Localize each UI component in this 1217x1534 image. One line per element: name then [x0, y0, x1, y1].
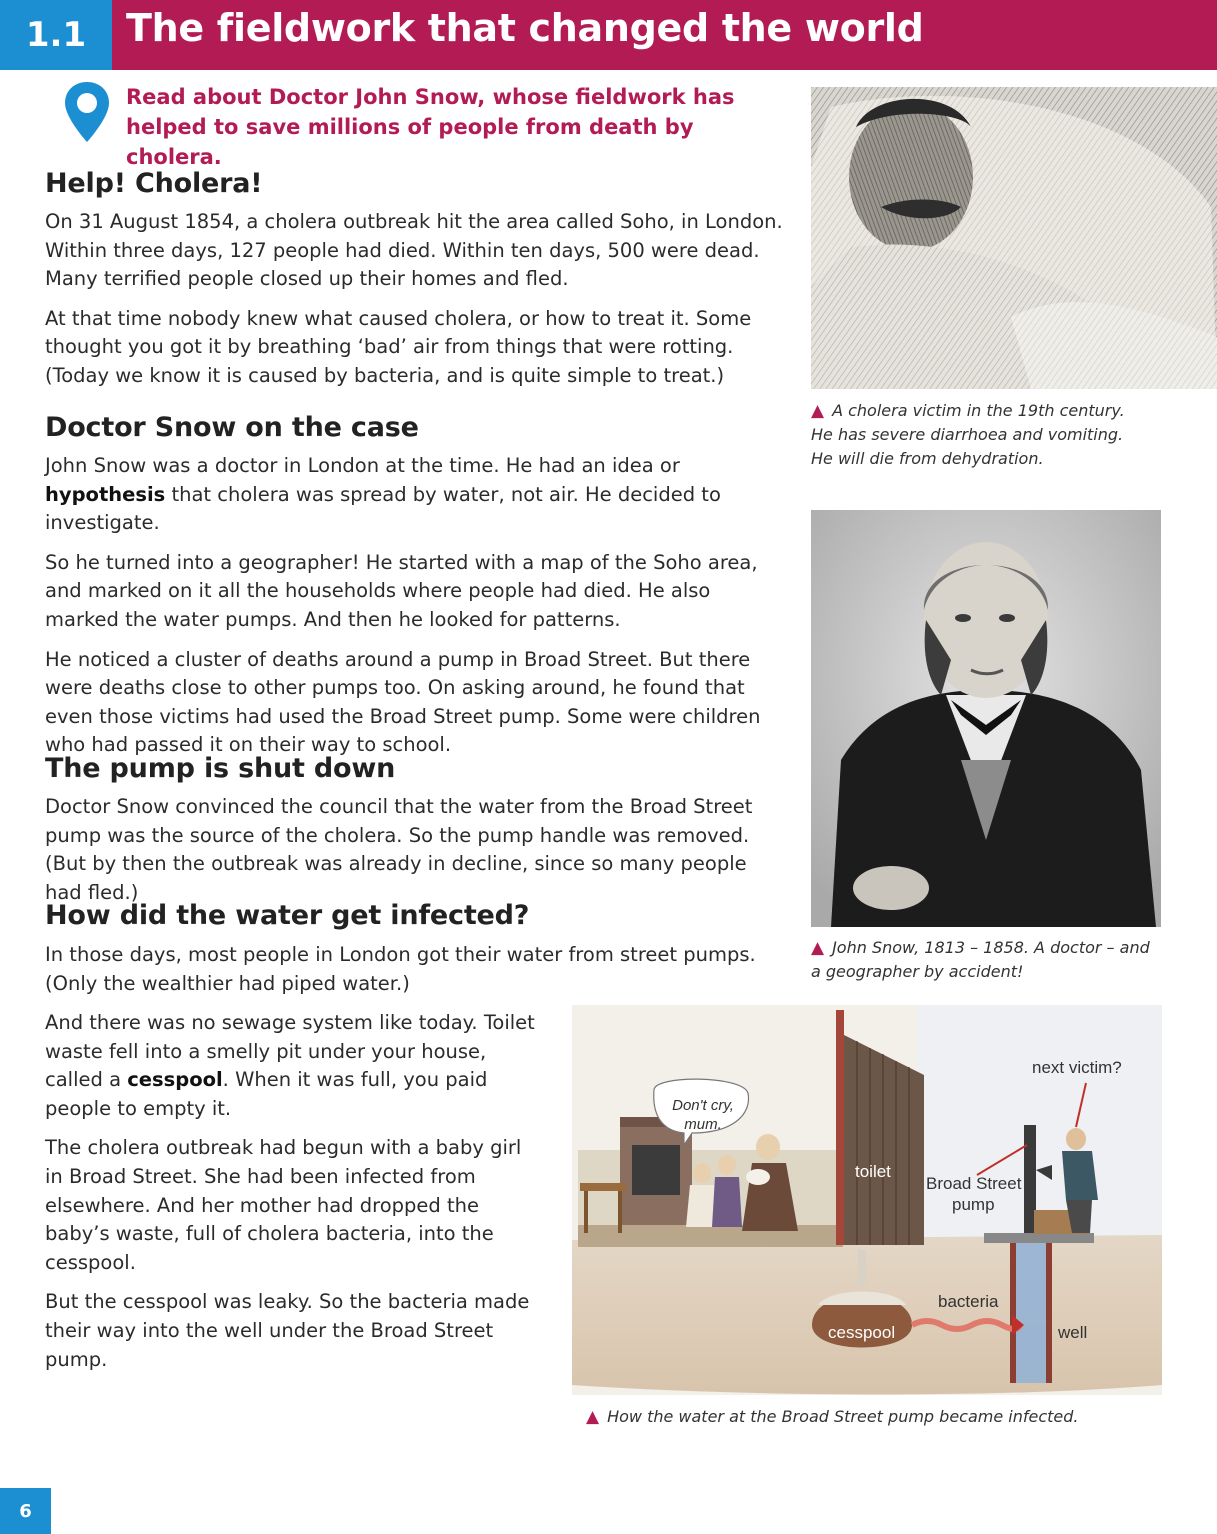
section-help-cholera: [45, 208, 783, 391]
label-pump-line2: pump: [952, 1195, 995, 1214]
label-cesspool: cesspool: [828, 1323, 896, 1342]
triangle-up-icon: ▲: [811, 938, 825, 958]
chapter-title: The fieldwork that changed the world: [126, 6, 924, 50]
label-pump-line1: Broad Street: [926, 1174, 1022, 1193]
intro-text: Read about Doctor John Snow, whose fieldwork has helped to save millions of people from death by cholera.: [126, 85, 735, 169]
paragraph: The cholera outbreak had begun with a baby girl in Broad Street. She had been infected from elsewhere. And her mother had dropped the baby’s waste, full of cholera bacteria, into the cesspool.: [45, 1136, 522, 1274]
heading-help-cholera: Help! Cholera!: [45, 168, 263, 199]
paragraph: John Snow was a doctor in London at the time. He had an idea or hypothesis that cholera was spread by water, not air. He decided to investigate.: [45, 454, 721, 535]
section-pump-shut: [45, 793, 783, 907]
label-well: well: [1058, 1323, 1088, 1342]
caption-john-snow: ▲ John Snow, 1813 – 1858. A doctor – and a geographer by accident!: [811, 938, 1150, 981]
paragraph: He noticed a cluster of deaths around a pump in Broad Street. But there were deaths close to other pumps too. On asking around, he found that even those victims had used the Broad Street pump. Some were children who had passed it on their way to school.: [45, 647, 761, 757]
infection-diagram: [572, 1005, 1162, 1395]
keyword-hypothesis: hypothesis: [45, 482, 166, 506]
chapter-header: [0, 0, 1217, 70]
paragraph: But the cesspool was leaky. So the bacteria made their way into the well under the Broad Street pump.: [45, 1290, 530, 1371]
section-water-infected-a: [45, 941, 783, 998]
label-next-victim: next victim?: [1032, 1058, 1122, 1077]
label-toilet: toilet: [855, 1162, 891, 1181]
john-snow-portrait: [811, 510, 1161, 927]
paragraph: In those days, most people in London got their water from street pumps. (Only the wealthier had piped water.): [45, 943, 756, 995]
location-pin-icon: [62, 80, 112, 144]
caption-diagram: ▲ How the water at the Broad Street pump became infected.: [586, 1407, 1079, 1427]
paragraph: At that time nobody knew what caused cholera, or how to treat it. Some thought you got it by breathing ‘bad’ air from things that were rotting. (Today we know it is caused by bacteria, and is quite simple to treat.): [45, 306, 752, 387]
section-doctor-snow: [45, 452, 783, 760]
speech-text-line2: mum.: [684, 1116, 722, 1133]
triangle-up-icon: ▲: [586, 1407, 600, 1427]
keyword-cesspool: cesspool: [127, 1068, 223, 1092]
cholera-victim-engraving: [811, 87, 1217, 389]
paragraph: So he turned into a geographer! He started with a map of the Soho area, and marked on it all the households where people had died. He also marked the water pumps. And then he looked for patterns.: [45, 550, 758, 631]
section-water-infected-b: [45, 1009, 545, 1374]
label-bacteria: bacteria: [938, 1292, 999, 1311]
triangle-up-icon: ▲: [811, 401, 825, 421]
page-number: 6: [0, 1488, 51, 1534]
heading-pump-shut: The pump is shut down: [45, 753, 396, 784]
speech-text-line1: Don't cry,: [672, 1097, 734, 1114]
paragraph: Doctor Snow convinced the council that the water from the Broad Street pump was the source of the cholera. So the pump handle was removed. (But by then the outbreak was already in decline, since so many people had fled.): [45, 795, 753, 904]
paragraph: And there was no sewage system like today. Toilet waste fell into a smelly pit under your house, called a cesspool. When it was full, you paid people to empty it.: [45, 1011, 535, 1120]
paragraph: On 31 August 1854, a cholera outbreak hit the area called Soho, in London. Within three days, 127 people had died. Within ten days, 500 were dead. Many terrified people closed up their homes and fled.: [45, 210, 783, 291]
heading-water-infected: How did the water get infected?: [45, 900, 530, 931]
chapter-number: 1.1: [0, 0, 112, 70]
caption-cholera-victim: ▲ A cholera victim in the 19th century. He has severe diarrhoea and vomiting. He will die from dehydration.: [811, 401, 1125, 468]
heading-doctor-snow: Doctor Snow on the case: [45, 412, 419, 443]
